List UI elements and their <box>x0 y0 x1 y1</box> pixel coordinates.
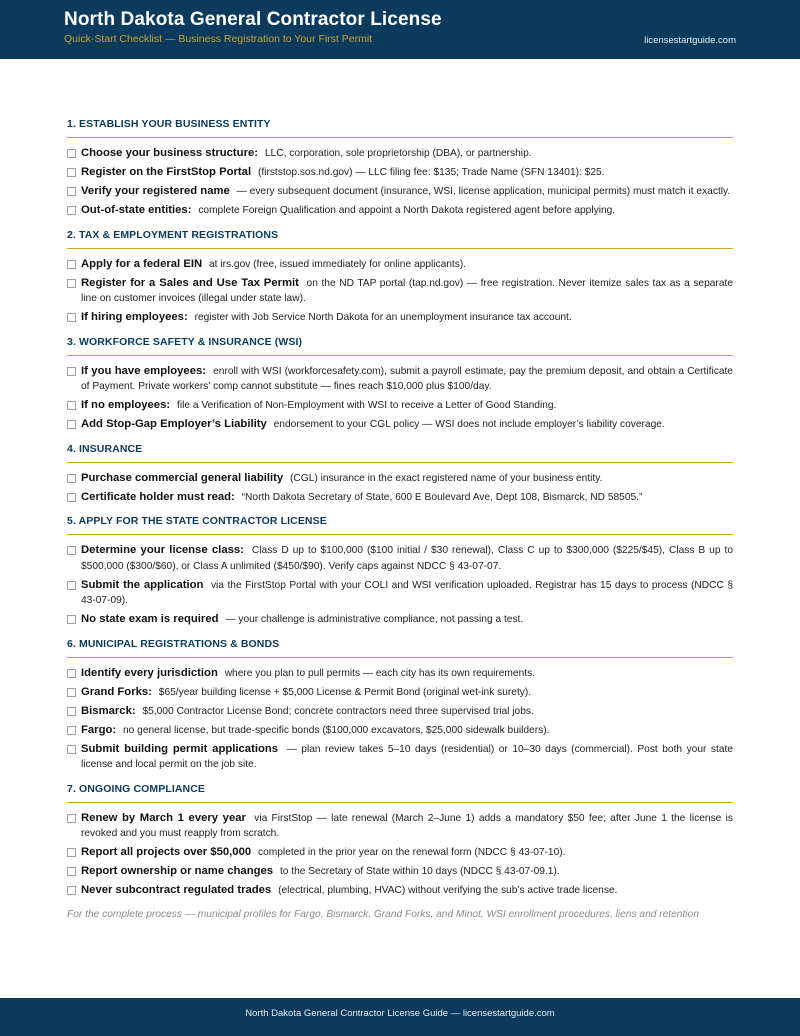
item-text: register with Job Service North Dakota for an unemployment insurance tax account. <box>194 312 572 323</box>
item-text: (electrical, plumbing, HVAC) without verifying the sub’s active trade license. <box>278 885 618 896</box>
item-text: completed in the prior year on the renewal form (NDCC § 43-07-10). <box>258 847 566 858</box>
item-text: Class D up to $100,000 ($100 initial / $30 renewal), Class C up to $300,000 ($225/$45), Class B up to $500,000 ($300/$60), or Class A unlimited ($450/$90). Verify caps against NDCC § 43-07-07. <box>81 545 733 572</box>
item-text: endorsement to your CGL policy — WSI does not include employer’s liability coverage. <box>273 419 665 430</box>
checklist-item <box>67 578 733 609</box>
section-6 <box>67 638 733 773</box>
item-text: “North Dakota Secretary of State, 600 E Boulevard Ave, Dept 108, Bismarck, ND 58505.” <box>241 491 643 503</box>
item-text: — every subsequent document (insurance, WSI, license application, municipal permits) must match it exactly. <box>236 186 731 197</box>
section-title: 7. ONGOING COMPLIANCE <box>67 783 733 803</box>
checklist-item <box>67 845 733 861</box>
item-text: complete Foreign Qualification and appoint a North Dakota registered agent before applying. <box>198 205 616 216</box>
checkbox[interactable] <box>67 546 76 555</box>
item-lead: Certificate holder must read: <box>81 490 235 503</box>
checklist-item <box>67 685 733 701</box>
checkbox[interactable] <box>67 401 76 410</box>
checklist <box>67 364 733 433</box>
section-title: 5. APPLY FOR THE STATE CONTRACTOR LICENSE <box>67 515 733 535</box>
page-footer: North Dakota General Contractor License Guide — licensestartguide.com <box>0 998 800 1036</box>
item-lead: Out-of-state entities: <box>81 204 192 216</box>
checklist-item <box>67 364 733 395</box>
item-lead: Choose your business structure: <box>81 147 259 159</box>
item-text: file a Verification of Non-Employment with WSI to receive a Letter of Good Standing. <box>176 400 557 411</box>
checklist-item <box>67 864 733 880</box>
item-lead: Identify every jurisdiction <box>81 666 218 679</box>
checklist-item <box>67 310 733 326</box>
checkbox[interactable] <box>67 814 76 823</box>
item-lead: Submit the application <box>81 578 204 591</box>
section-7 <box>67 783 733 899</box>
item-text: — your challenge is administrative compliance, not passing a test. <box>225 614 524 625</box>
item-text: via FirstStop — late renewal (March 2–June 1) adds a mandatory $50 fee; after June 1 the license is revoked and you must reapply from scratch. <box>81 812 733 839</box>
item-lead: Fargo: <box>81 723 117 736</box>
item-text: enroll with WSI (workforcesafety.com), submit a payroll estimate, pay the premium deposit, and obtain a Certificate of Payment. Private workers’ comp cannot substitute — fines reach $10,000 plus $100/day. <box>81 365 733 392</box>
section-title: 2. TAX & EMPLOYMENT REGISTRATIONS <box>67 229 733 249</box>
item-lead: No state exam is required <box>81 613 219 625</box>
item-lead: Report ownership or name changes <box>81 865 274 877</box>
page-header <box>0 0 800 59</box>
item-lead: Submit building permit applications <box>81 742 279 755</box>
section-1 <box>67 118 733 219</box>
checkbox[interactable] <box>67 886 76 895</box>
item-text: via the FirstStop Portal with your COLI and WSI verification uploaded. Registrar has 15 days to process (NDCC § 43-07-09). <box>81 579 733 606</box>
item-lead: Purchase commercial general liability <box>81 471 284 484</box>
checklist <box>67 666 733 773</box>
section-2 <box>67 229 733 326</box>
checkbox[interactable] <box>67 420 76 429</box>
item-lead: Apply for a federal EIN <box>81 257 203 270</box>
checkbox[interactable] <box>67 149 76 158</box>
checklist-item <box>67 704 733 720</box>
checklist <box>67 811 733 899</box>
item-lead: If no employees: <box>81 399 171 411</box>
checklist-item <box>67 543 733 574</box>
checklist-item <box>67 723 733 739</box>
item-text: (firststop.sos.nd.gov) — LLC filing fee: $135; Trade Name (SFN 13401): $25. <box>257 167 605 178</box>
checklist <box>67 257 733 326</box>
checkbox[interactable] <box>67 688 76 697</box>
item-text: at irs.gov (free, issued immediately for online applicants). <box>209 258 467 270</box>
item-lead: Add Stop-Gap Employer’s Liability <box>81 418 267 430</box>
item-text: LLC, corporation, sole proprietorship (DBA), or partnership. <box>264 148 532 159</box>
item-lead: If hiring employees: <box>81 311 188 323</box>
checklist-item <box>67 184 733 200</box>
section-4 <box>67 443 733 506</box>
checkbox[interactable] <box>67 848 76 857</box>
checkbox[interactable] <box>67 187 76 196</box>
section-3 <box>67 336 733 433</box>
checklist-item <box>67 146 733 162</box>
checklist-item <box>67 203 733 219</box>
item-lead: Bismarck: <box>81 704 136 717</box>
checklist-item <box>67 742 733 773</box>
item-text: to the Secretary of State within 10 days (NDCC § 43-07-09.1). <box>279 866 560 877</box>
checkbox[interactable] <box>67 474 76 483</box>
page-title: North Dakota General Contractor License <box>64 9 442 30</box>
item-lead: Report all projects over $50,000 <box>81 846 252 858</box>
checkbox[interactable] <box>67 313 76 322</box>
checklist-item <box>67 612 733 628</box>
header-site-link[interactable]: licensestartguide.com <box>644 35 736 46</box>
item-lead: Verify your registered name <box>81 185 230 197</box>
checklist-content <box>67 118 733 920</box>
checklist-item <box>67 398 733 414</box>
checkbox[interactable] <box>67 168 76 177</box>
closing-note: For the complete process — municipal profiles for Fargo, Bismarck, Grand Forks, and Minot, WSI enrollment procedures, liens and retention <box>67 908 699 920</box>
section-5 <box>67 515 733 628</box>
checkbox[interactable] <box>67 367 76 376</box>
item-lead: Register for a Sales and Use Tax Permit <box>81 276 299 289</box>
checklist-item <box>67 165 733 181</box>
section-title: 6. MUNICIPAL REGISTRATIONS & BONDS <box>67 638 733 658</box>
item-lead: Never subcontract regulated trades <box>81 884 272 896</box>
section-title: 3. WORKFORCE SAFETY & INSURANCE (WSI) <box>67 336 733 356</box>
checklist-item <box>67 811 733 842</box>
checkbox[interactable] <box>67 726 76 735</box>
checkbox[interactable] <box>67 260 76 269</box>
checkbox[interactable] <box>67 206 76 215</box>
page-subtitle: Quick-Start Checklist — Business Registration to Your First Permit <box>64 33 373 45</box>
section-title: 4. INSURANCE <box>67 443 733 463</box>
checkbox[interactable] <box>67 745 76 754</box>
item-lead: Grand Forks: <box>81 685 152 698</box>
checklist <box>67 543 733 628</box>
checklist-item <box>67 666 733 682</box>
checkbox[interactable] <box>67 867 76 876</box>
item-text: on the ND TAP portal (tap.nd.gov) — free registration. Never itemize sales tax as a separate line on customer invoices (illegal under state law). <box>81 277 733 304</box>
checklist-item <box>67 490 733 506</box>
checkbox[interactable] <box>67 279 76 288</box>
item-text: $65/year building license + $5,000 License & Permit Bond (original wet-ink surety). <box>158 686 532 698</box>
checklist <box>67 471 733 506</box>
checklist-item <box>67 417 733 433</box>
checklist-item <box>67 883 733 899</box>
item-text: $5,000 Contractor License Bond; concrete contractors need three supervised trial jobs. <box>142 705 534 717</box>
item-text: no general license, but trade-specific bonds ($100,000 excavators, $25,000 sidewalk builders). <box>123 724 550 736</box>
checklist-item <box>67 276 733 307</box>
checklist <box>67 146 733 219</box>
checkbox[interactable] <box>67 615 76 624</box>
section-title: 1. ESTABLISH YOUR BUSINESS ENTITY <box>67 118 733 138</box>
item-lead: If you have employees: <box>81 364 207 377</box>
checklist-item <box>67 471 733 487</box>
checkbox[interactable] <box>67 669 76 678</box>
checklist-item <box>67 257 733 273</box>
item-text: (CGL) insurance in the exact registered name of your business entity. <box>290 472 603 484</box>
item-lead: Register on the FirstStop Portal <box>81 166 252 178</box>
checkbox[interactable] <box>67 707 76 716</box>
item-text: — plan review takes 5–10 days (residential) or 10–30 days (commercial). Post both your state license and local permit on the job site. <box>81 743 733 770</box>
item-text: where you plan to pull permits — each city has its own requirements. <box>224 667 535 679</box>
checkbox[interactable] <box>67 581 76 590</box>
checkbox[interactable] <box>67 493 76 502</box>
item-lead: Determine your license class: <box>81 544 244 556</box>
item-lead: Renew by March 1 every year <box>81 811 246 824</box>
